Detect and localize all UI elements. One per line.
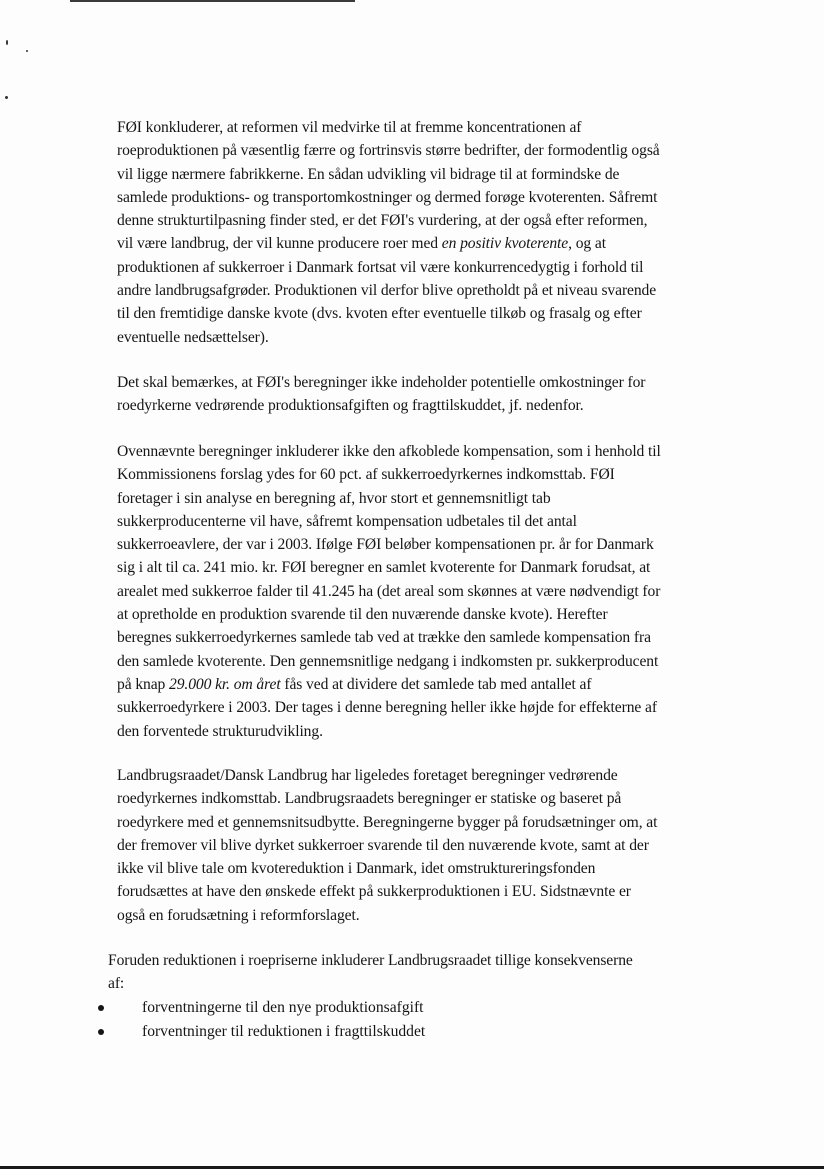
bullet-icon <box>98 1005 104 1011</box>
consequences-list <box>98 996 718 1044</box>
paragraph-foi-note <box>117 371 717 418</box>
paragraph-foi-conclusion <box>117 116 717 349</box>
paragraph-compensation <box>117 440 717 743</box>
scan-artifact-top-line <box>70 0 355 2</box>
scan-speck <box>5 96 8 99</box>
list-item-text: forventningerne til den nye produktionsafgift <box>142 999 424 1016</box>
paragraph-text: FØI konkluderer, at reformen vil medvirke til at fremme koncentrationen af roeproduktionen på væsentlig færre og fortrinsvis større bedrifter, der formodentlig også vil ligge nærmere fabrikkerne. En sådan udvikling vil bidrage til at formindske de samlede produktions- og transportomkostninger og dermed forøge kvoterenten. Såfremt denne strukturtilpasning finder sted, er det FØI's vurdering, at der også efter reformen, vil være landbrug, der vil kunne producere roer med <box>117 119 660 253</box>
italic-emphasis: en positiv kvoterente <box>441 235 569 253</box>
paragraph-text: Ovennævnte beregninger inkluderer ikke den afkoblede kompensation, som i henhold til Kommissionens forslag ydes for 60 pct. af sukkerroedyrkernes indkomsttab. FØI foretager i sin analyse en beregning af, hvor stort et gennemsnitligt tab sukkerproducenterne vil have, såfremt kompensation udbetales til det antal sukkerroeavlere, der var i 2003. Ifølge FØI beløber kompensationen pr. år for Danmark sig i alt til ca. 241 mio. kr. FØI beregner en samlet kvoterente for Danmark forudsat, at arealet med sukkerroe falder til 41.245 ha (det areal som skønnes at være nødvendigt for at opretholde en produktion svarende til den nuværende danske kvote). Herefter beregnes sukkerroedyrkernes samlede tab ved at trække den samlede kompensation fra den samlede kvoterente. Den gennemsnitlige nedgang i indkomsten pr. sukkerproducent på knap <box>117 443 661 693</box>
list-item <box>98 1020 718 1044</box>
paragraph-landbrugsraadet <box>117 764 717 927</box>
list-item-text: forventninger til reduktionen i fragttilskuddet <box>142 1023 426 1040</box>
paragraph-text: Det skal bemærkes, at FØI's beregninger ikke indeholder potentielle omkostninger for roedyrkerne vedrørende produktionsafgiften og fragttilskuddet, jf. nedenfor. <box>117 374 646 415</box>
paragraph-text: fås ved at dividere det samlede tab med antallet af sukkerroedyrkere i 2003. Der tages i denne beregning heller ikke højde for effekterne af den forventede strukturudvikling. <box>117 675 657 740</box>
scan-speck <box>6 40 8 45</box>
italic-emphasis: 29.000 kr. om året <box>169 675 281 693</box>
paragraph-text: , og at produktionen af sukkerroer i Danmark fortsat vil være konkurrencedygtig i forhold til andre landbrugsafgrøder. Produktionen vil derfor blive opretholdt på et niveau svarende til den fremtidige danske kvote (dvs. kvoten efter eventuelle tilkøb og frasalg og efter eventuelle nedsættelser). <box>117 235 657 346</box>
bullet-icon <box>98 1029 104 1035</box>
paragraph-text: Foruden reduktionen i roepriserne inkluderer Landbrugsraadet tillige konsekvenserne af: <box>108 952 633 993</box>
paragraph-consequences <box>108 949 723 996</box>
list-item <box>98 996 718 1020</box>
scan-speck <box>26 50 28 52</box>
paragraph-text: Landbrugsraadet/Dansk Landbrug har ligeledes foretaget beregninger vedrørende roedyrkernes indkomsttab. Landbrugsraadets beregninger er statiske og baseret på roedyrkere med et gennemsnitsudbytte. Beregningerne bygger på forudsætninger om, at der fremover vil blive dyrket sukkerroer svarende til den nuværende kvote, samt at der ikke vil blive tale om kvotereduktion i Danmark, idet omstruktureringsfonden forudsættes at have den ønskede effekt på sukkerproduktionen i EU. Sidstnævnte er også en forudsætning i reformforslaget. <box>117 767 658 924</box>
